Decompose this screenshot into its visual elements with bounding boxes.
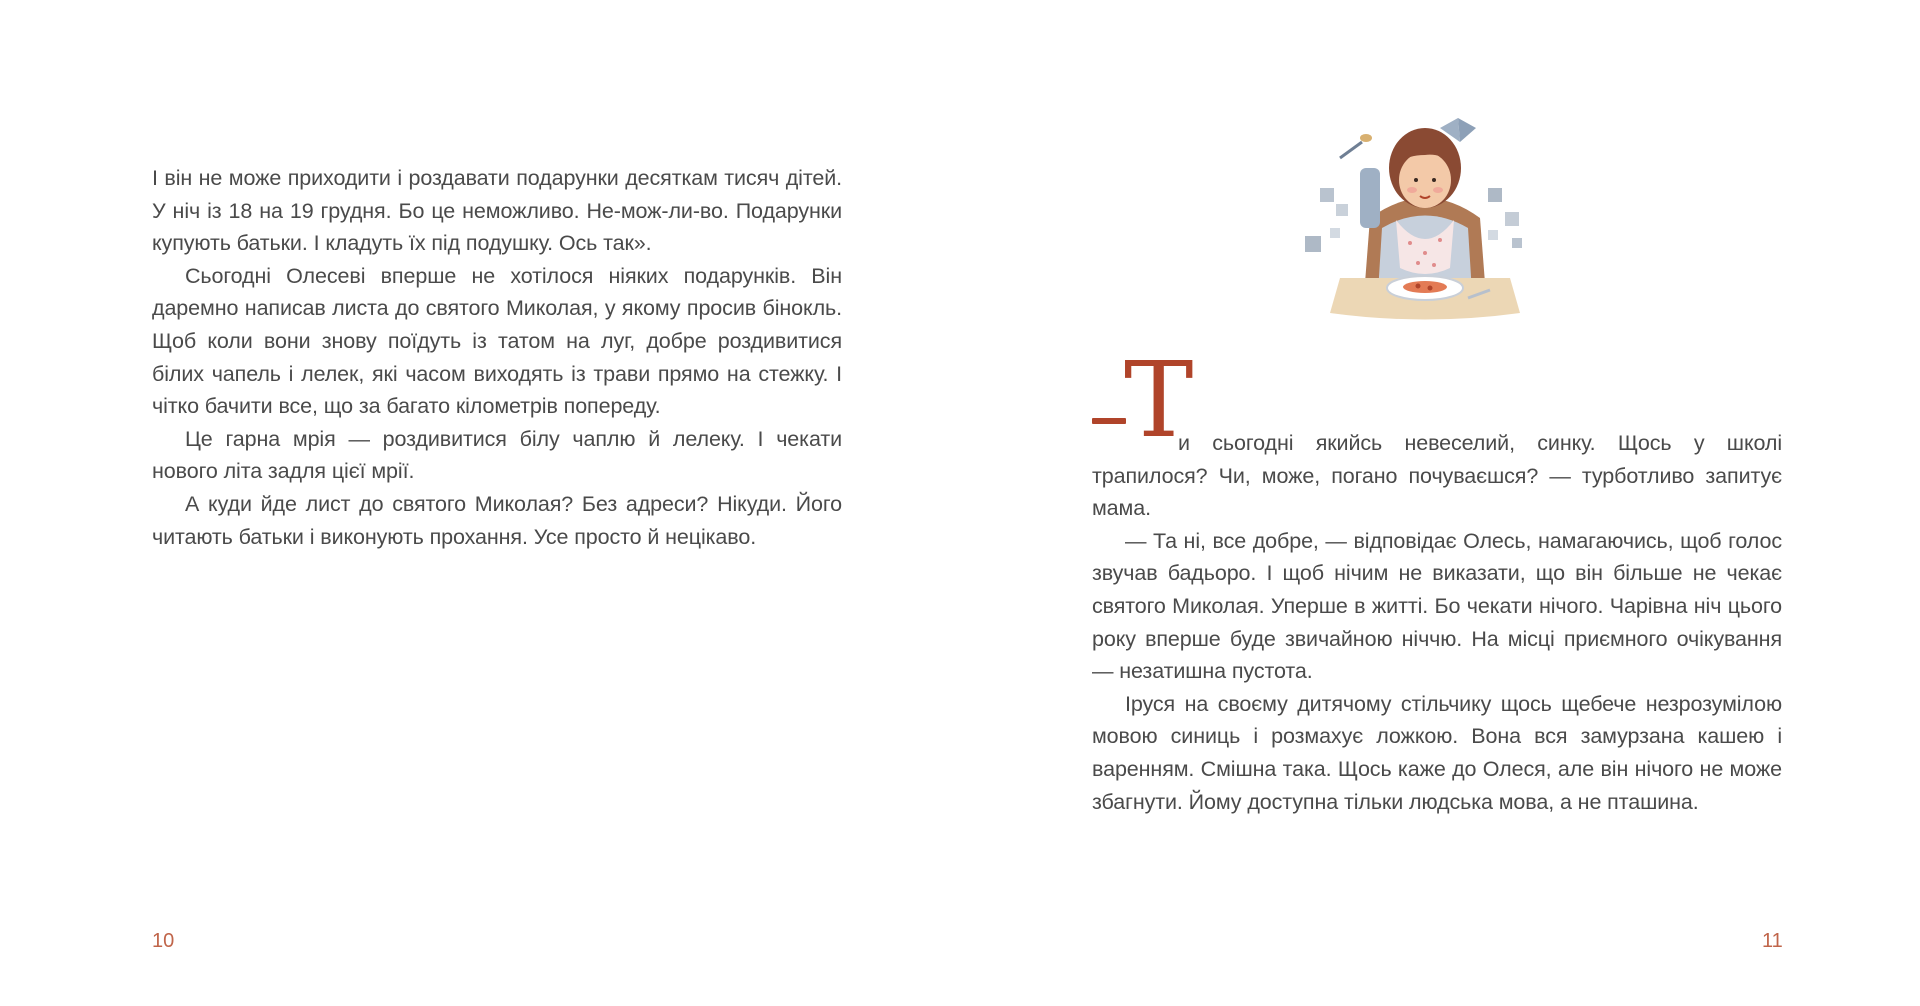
girl-eating-illustration xyxy=(1300,108,1550,328)
right-paragraph: — Та ні, все добре, — відповідає Олесь, намагаючись, щоб голос звучав бадьоро. І щоб нічим не виказати, що він більше не чекає святого Миколая. Уперше в житті. Бо чекати нічого. Чарівна ніч цього року вперше буде звичайною ніччю. На місці приємного очікування — незатишна пустота. xyxy=(1092,528,1782,684)
right-page-text xyxy=(1092,427,1782,818)
left-paragraph: І він не може приходити і роздавати подарунки десяткам тисяч дітей. У ніч із 18 на 19 грудня. Бо це неможливо. Не-мож-ли-во. Подарунки купують батьки. І кладуть їх під подушку. Ось так». xyxy=(152,166,842,256)
right-paragraph: Іруся на своєму дитячому стільчику щось щебече незрозумілою мовою синиць і розмахує ложкою. Вона вся замурзана кашею і варенням. Смішна така. Щось каже до Олеся, але він нічого не може збагнути. Йому доступна тільки людська мова, а не пташина. xyxy=(1092,691,1782,814)
left-paragraph: Це гарна мрія — роздивитися білу чаплю й лелеку. І чекати нового літа задля цієї мрії. xyxy=(152,426,842,484)
page-number-right: 11 xyxy=(1762,930,1783,952)
page-number-left: 10 xyxy=(152,930,175,952)
left-page-text xyxy=(152,162,842,553)
left-paragraph: Сьогодні Олесеві вперше не хотілося ніяких подарунків. Він даремно написав листа до святого Миколая, у якому просив бінокль. Щоб коли вони знову поїдуть із татом на луг, добре роздивитися білих чапель і лелек, які часом виходять із трави прямо на стежку. І чітко бачити все, що за багато кілометрів попереду. xyxy=(152,263,842,419)
right-first-paragraph: и сьогодні якийсь невеселий, синку. Щось у школі трапилося? Чи, може, погано почуваєшся? — турботливо запитує мама. xyxy=(1092,431,1782,521)
dialogue-dash xyxy=(1092,418,1126,424)
drop-cap-letter: Т xyxy=(1124,339,1194,461)
left-paragraph: А куди йде лист до святого Миколая? Без адреси? Нікуди. Його читають батьки і виконують прохання. Усе просто й нецікаво. xyxy=(152,491,842,549)
